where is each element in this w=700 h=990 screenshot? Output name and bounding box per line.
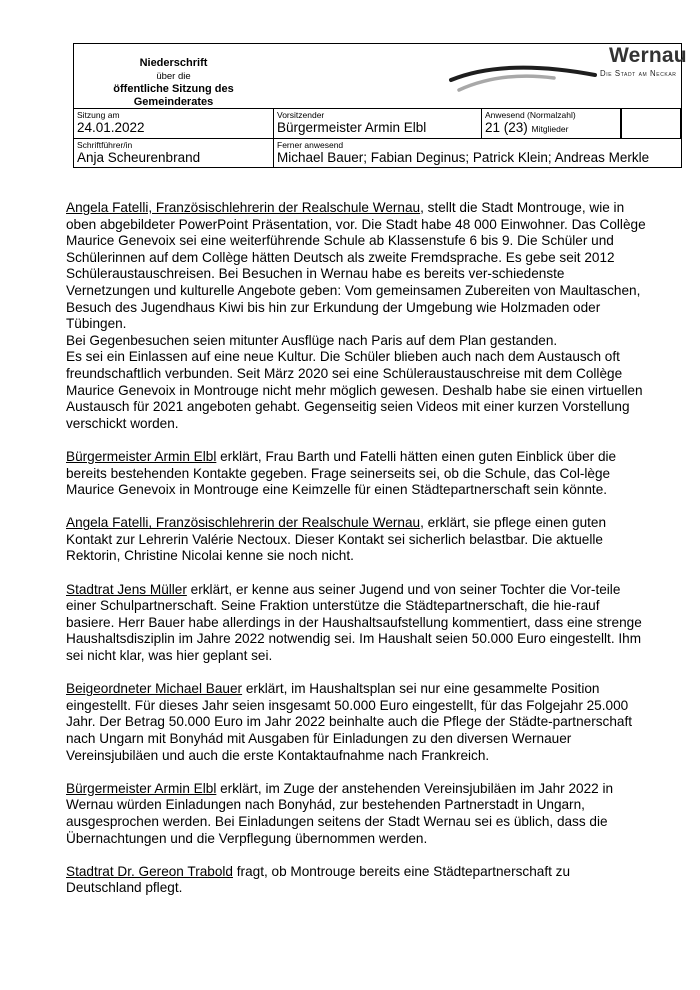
paragraph-text: Es sei ein Einlassen auf eine neue Kultur. Die Schüler blieben auch nach dem Austausch oft freundschaftlich verbunden. Seit März 2020 sei eine Schüleraustauschreise mit dem Collège Maurice Genevoix in Montrouge nicht mehr möglich gewesen. Deshalb habe sie einen virtuellen Austausch für 2021 angeboten gehabt. Gegenseitig seien Videos mit einer kurzen Vorstellung verschickt worden. xyxy=(66,349,643,431)
paragraph-text: fragt, ob Montrouge bereits eine Städtepartnerschaft zu Deutschland pflegt. xyxy=(66,863,571,896)
paragraph-text: erklärt, im Haushaltsplan sei nur eine gesammelte Position eingestellt. Für dieses Jahr seien insgesamt 50.000 Euro eingestellt, für das Folgejahr 25.000 Jahr. Der Betrag 50.000 Euro im Jahr 2022 beinhalte auch die Pflege der Städte-partnerschaft nach Ungarn mit Bonyhád mit Ausgaben für Einladungen zu den diversen Wernauer Vereinsjubiläen und auch die erste Kontaktaufnahme nach Frankreich. xyxy=(66,681,632,763)
document-title xyxy=(74,44,273,108)
paragraph xyxy=(66,333,646,350)
paragraph xyxy=(66,449,646,499)
title-line: Gemeinderates xyxy=(133,96,214,108)
secretary-value: Anja Scheurenbrand xyxy=(77,150,201,165)
logo-tagline: Die Stadt am Neckar xyxy=(600,69,677,78)
paragraph xyxy=(66,681,646,764)
minutes-body xyxy=(66,200,646,914)
paragraph xyxy=(66,582,646,665)
speaker-name: Bürgermeister Armin Elbl xyxy=(66,448,217,464)
paragraph-text: , erklärt, sie pflege einen guten Kontakt zur Lehrerin Valérie Nectoux. Dieser Kontakt sei sicherlich belastbar. Die aktuelle Rektorin, Christine Nicolai kenne sie noch nicht. xyxy=(66,515,607,564)
meeting-date-label: Sitzung am xyxy=(77,110,120,120)
paragraph-text: erklärt, Frau Barth und Fatelli hätten einen guten Einblick über die bereits bestehenden Kontakte gegeben. Frage seinerseits sei, ob die Schule, das Col-lège Maurice Genevoix in Montrouge eine Keimzelle für einen Städtepartnerschaft sein könnte. xyxy=(66,448,617,498)
also-present-label: Ferner anwesend xyxy=(277,140,344,150)
paragraph-text: erklärt, er kenne aus seiner Jugend und von seiner Tochter die Vor-teile einer Schulpartnerschaft. Seine Fraktion unterstütze die Städtepartnerschaft, die hie-rauf basiere. Herr Bauer habe allerdings in der Haushaltsaufstellung kommentiert, dass eine strenge Haushaltsdisziplin im Jahre 2022 notwendig sei. Im Haushalt seien 50.000 Euro eingestellt. Ihm sei nicht klar, was hier geplant sei. xyxy=(66,581,642,664)
title-line: öffentliche Sitzung des xyxy=(113,83,234,95)
empty-box-cell xyxy=(620,109,681,138)
header-top-row xyxy=(74,44,687,108)
attendance-label: Anwesend (Normalzahl) xyxy=(485,110,576,120)
paragraph xyxy=(66,781,646,847)
paragraph xyxy=(66,515,646,565)
also-present-value: Michael Bauer; Fabian Deginus; Patrick Klein; Andreas Merkle xyxy=(277,150,650,165)
minutes-header xyxy=(73,43,687,168)
paragraph xyxy=(66,200,646,333)
secretary-label: Schriftführer/in xyxy=(77,140,133,150)
chair-label: Vorsitzender xyxy=(277,110,325,120)
meeting-date-cell xyxy=(74,109,273,138)
paragraph-text: , stellt die Stadt Montrouge, wie in oben abgebildeter PowerPoint Präsentation, vor. Die Stadt habe 48 000 Einwohner. Das Collège Maurice Genevoix sei eine weiterführende Schule ab Klassenstufe 6 bis 9. Die Schüler und Schülerinnen auf dem Collège hätten Deutsch als zweite Fremdsprache. Es gebe seit 2012 Schüleraustauschreisen. Bei Besuchen in Wernau habe es bereits ver-schiedenste Vernetzungen und kulturelle Angebote geben: Vom gemeinsamen Zubereiten von Maultaschen, Besuch des Jugendhaus Kiwi bis hin zur Erkundung der Umgebung wie Holzmaden oder Tübingen. xyxy=(66,200,646,332)
speaker-name: Stadtrat Dr. Gereon Trabold xyxy=(66,863,233,879)
attendance-value xyxy=(485,120,617,137)
attendance-count: 21 (23) xyxy=(485,120,528,135)
meeting-date-value: 24.01.2022 xyxy=(77,120,145,135)
speaker-name: Angela Fatelli, Französischlehrerin der Realschule Wernau xyxy=(66,200,421,215)
wernau-logo xyxy=(273,44,687,108)
chair-value: Bürgermeister Armin Elbl xyxy=(277,120,427,135)
header-meeting-row xyxy=(74,108,681,138)
chair-cell xyxy=(273,109,481,138)
also-present-cell xyxy=(273,139,681,167)
attendance-cell xyxy=(481,109,620,138)
title-line: über die xyxy=(156,71,191,82)
logo-name: Wernau xyxy=(609,44,687,67)
speaker-name: Beigeordneter Michael Bauer xyxy=(66,681,243,697)
title-line: Niederschrift xyxy=(139,57,208,69)
header-secretary-row xyxy=(74,138,681,167)
paragraph-text: erklärt, im Zuge der anstehenden Vereinsjubiläen im Jahr 2022 in Wernau würden Einladungen nach Bonyhád, zur bestehenden Partnerstadt in Ungarn, ausgesprochen werden. Bei Einladungen seitens der Stadt Wernau sei es üblich, dass die Übernachtungen und die Verpflegung übernommen werden. xyxy=(66,780,614,846)
speaker-name: Stadtrat Jens Müller xyxy=(66,581,187,597)
paragraph xyxy=(66,864,646,897)
paragraph-text: Bei Gegenbesuchen seien mitunter Ausflüge nach Paris auf dem Plan gestanden. xyxy=(66,332,558,348)
speaker-name: Bürgermeister Armin Elbl xyxy=(66,780,217,796)
paragraph xyxy=(66,349,646,432)
secretary-cell xyxy=(74,139,273,167)
speaker-name: Angela Fatelli, Französischlehrerin der Realschule Wernau xyxy=(66,515,421,531)
attendance-unit: Mitglieder xyxy=(531,124,569,134)
